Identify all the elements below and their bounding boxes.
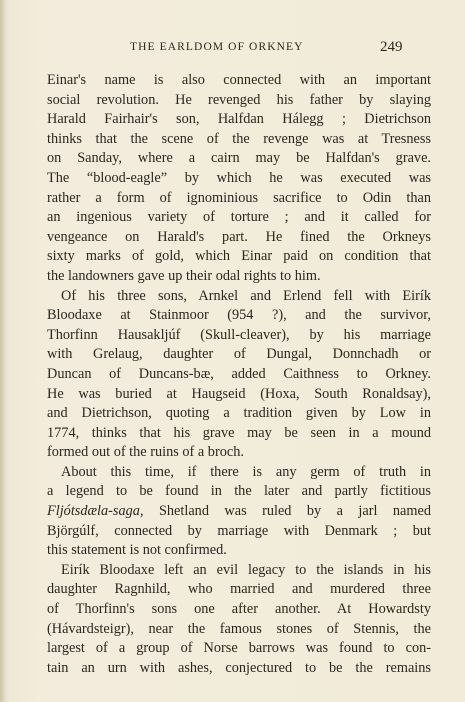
text-line: an ingenious variety of torture ; and it called for [47, 209, 431, 226]
text-line: Of his three sons, Arnkel and Erlend fell with Eirík [61, 287, 431, 304]
paragraph-eirik-legacy [47, 561, 431, 679]
binding-shadow [0, 0, 6, 702]
text-line: sixty marks of gold, which Einar paid on condition that [47, 248, 431, 265]
text-line: thinks that the scene of the revenge was at Tresness [47, 130, 431, 147]
text-line [47, 502, 431, 522]
text-line: Einar's name is also connected with an important [47, 72, 431, 88]
text-line: with Grelaug, daughter of Dungal, Donnchadh or [47, 346, 431, 363]
text-line: About this time, if there is any germ of truth in [61, 463, 431, 480]
text-line: Harald Fairhair's son, Halfdan Hálegg ; Dietrichson [47, 111, 431, 128]
text-line: (Hávardsteigr), near the famous stones of Stennis, the [47, 620, 431, 637]
text-line: formed out of the ruins of a broch. [47, 444, 244, 461]
text-line: He was buried at Haugseid (Hoxa, South Ronaldsay), [47, 385, 431, 402]
text-line: social revolution. He revenged his father by slaying [47, 91, 431, 108]
paragraph-shetland [47, 463, 431, 561]
text-line: Duncan of Duncans-bæ, added Caithness to Orkney. [47, 365, 431, 382]
text-line: this statement is not confirmed. [47, 542, 227, 559]
text-line: rather a form of ignominious sacrifice to Odin than [47, 189, 431, 206]
text-line: a legend to be found in the later and partly fictitious [47, 483, 431, 500]
page-number: 249 [380, 39, 403, 55]
text-line: Eirík Bloodaxe left an evil legacy to the islands in his [61, 561, 431, 578]
text-line: Björgúlf, connected by marriage with Denmark ; but [47, 522, 431, 539]
text-line: and Dietrichson, quoting a tradition given by Low in [47, 405, 431, 422]
text-line: tain an urn with ashes, conjectured to be the remains [47, 659, 431, 676]
text-line: largest of a group of Norse barrows was found to con- [47, 640, 431, 657]
paragraph-three-sons [47, 287, 431, 463]
saga-title: Fljótsdæla-saga [47, 503, 140, 520]
text-line: The “blood-eagle” by which he was executed was [47, 169, 431, 186]
text-line: on Sanday, where a cairn may be Halfdan's grave. [47, 150, 431, 167]
text-line: of Thorfinn's sons one after another. At Howardsty [47, 601, 431, 618]
text-line: 1774, thinks that his grave may be seen in a mound [47, 424, 431, 441]
text-line: Bloodaxe at Stainmoor (954 ?), and the survivor, [47, 307, 431, 324]
running-title: THE EARLDOM OF ORKNEY [130, 41, 304, 53]
text-line: Thorfinn Hausakljúf (Skull-cleaver), by his marriage [47, 326, 431, 343]
text-line: daughter Ragnhild, who married and murdered three [47, 581, 431, 598]
body-text [47, 71, 431, 678]
paragraph-einar [47, 71, 431, 287]
text-line: the landowners gave up their odal rights to him. [47, 267, 321, 284]
running-head [0, 41, 465, 61]
text-line-rest: , Shetland was ruled by a jarl named [139, 503, 431, 520]
text-line: vengeance on Harald's part. He fined the Orkneys [47, 228, 431, 245]
